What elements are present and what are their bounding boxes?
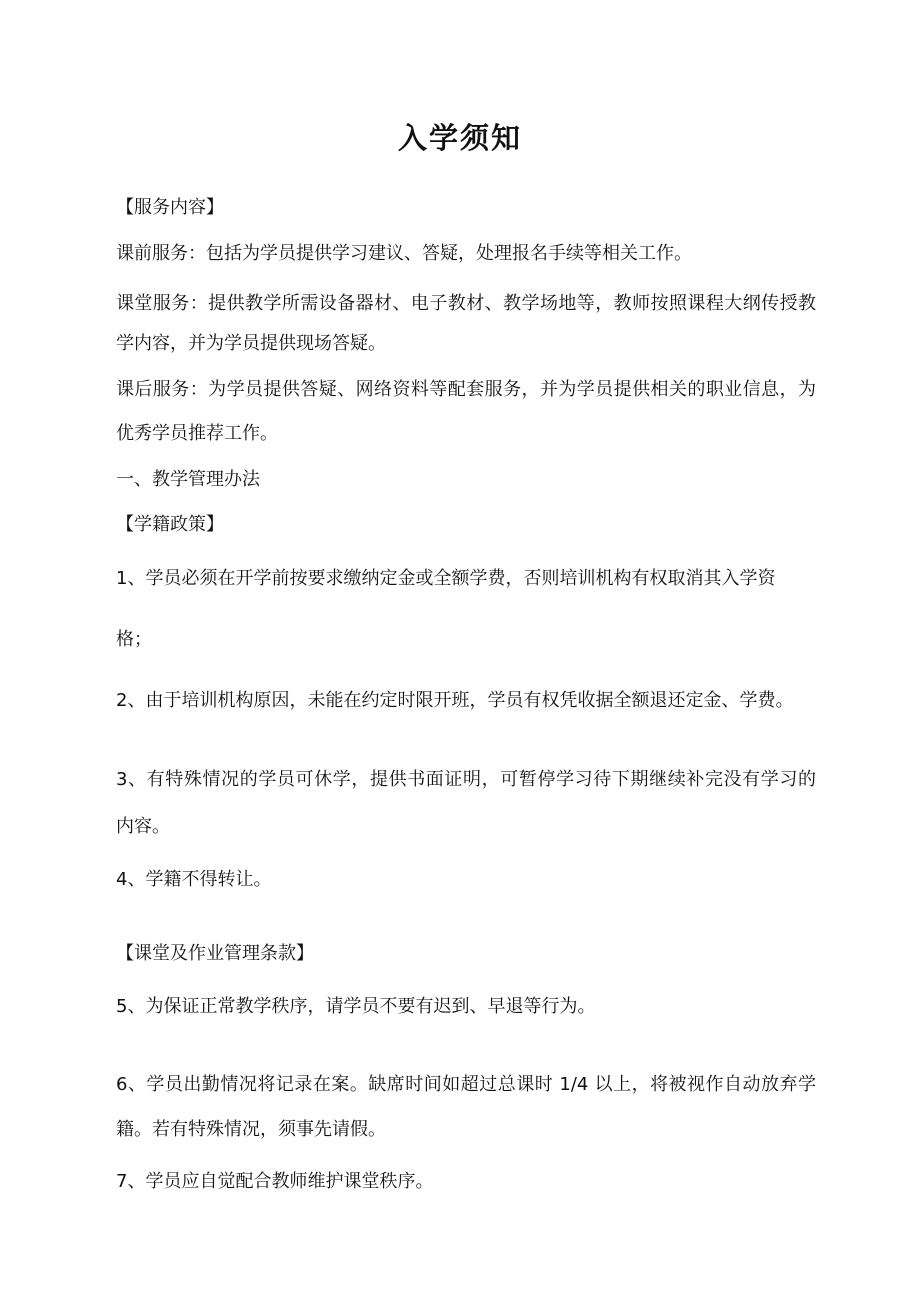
section-heading-teaching: 一、教学管理办法 [116, 469, 260, 490]
section-heading-service: 【服务内容】 [116, 197, 224, 218]
paragraph-line: 学内容，并为学员提供现场答疑。 [116, 333, 386, 354]
section-heading-classroom: 【课堂及作业管理条款】 [116, 943, 314, 964]
list-item: 2、由于培训机构原因，未能在约定时限开班，学员有权凭收据全额退还定金、学费。 [116, 690, 794, 711]
list-item: 1、学员必须在开学前按要求缴纳定金或全额学费，否则培训机构有权取消其入学资 [116, 568, 776, 589]
paragraph-line: 课后服务：为学员提供答疑、网络资料等配套服务，并为学员提供相关的职业信息，为 [116, 379, 816, 400]
list-item-continuation: 籍。若有特殊情况，须事先请假。 [116, 1119, 386, 1140]
paragraph-line: 课堂服务：提供教学所需设备器材、电子教材、教学场地等，教师按照课程大纲传授教 [116, 293, 816, 314]
list-item-continuation: 内容。 [116, 816, 170, 837]
paragraph-line: 课前服务：包括为学员提供学习建议、答疑，处理报名手续等相关工作。 [116, 243, 692, 264]
list-item: 3、有特殊情况的学员可休学，提供书面证明，可暂停学习待下期继续补完没有学习的 [116, 769, 816, 790]
page-title: 入学须知 [397, 121, 522, 155]
list-item-continuation: 格； [116, 629, 152, 650]
list-item: 7、学员应自觉配合教师维护课堂秩序。 [116, 1171, 434, 1192]
paragraph-line: 优秀学员推荐工作。 [116, 423, 278, 444]
list-item: 6、学员出勤情况将记录在案。缺席时间如超过总课时 1/4 以上，将被视作自动放弃学 [116, 1074, 816, 1095]
section-heading-enrollment: 【学籍政策】 [116, 514, 224, 535]
list-item: 4、学籍不得转让。 [116, 869, 272, 890]
list-item: 5、为保证正常教学秩序，请学员不要有迟到、早退等行为。 [116, 996, 596, 1017]
